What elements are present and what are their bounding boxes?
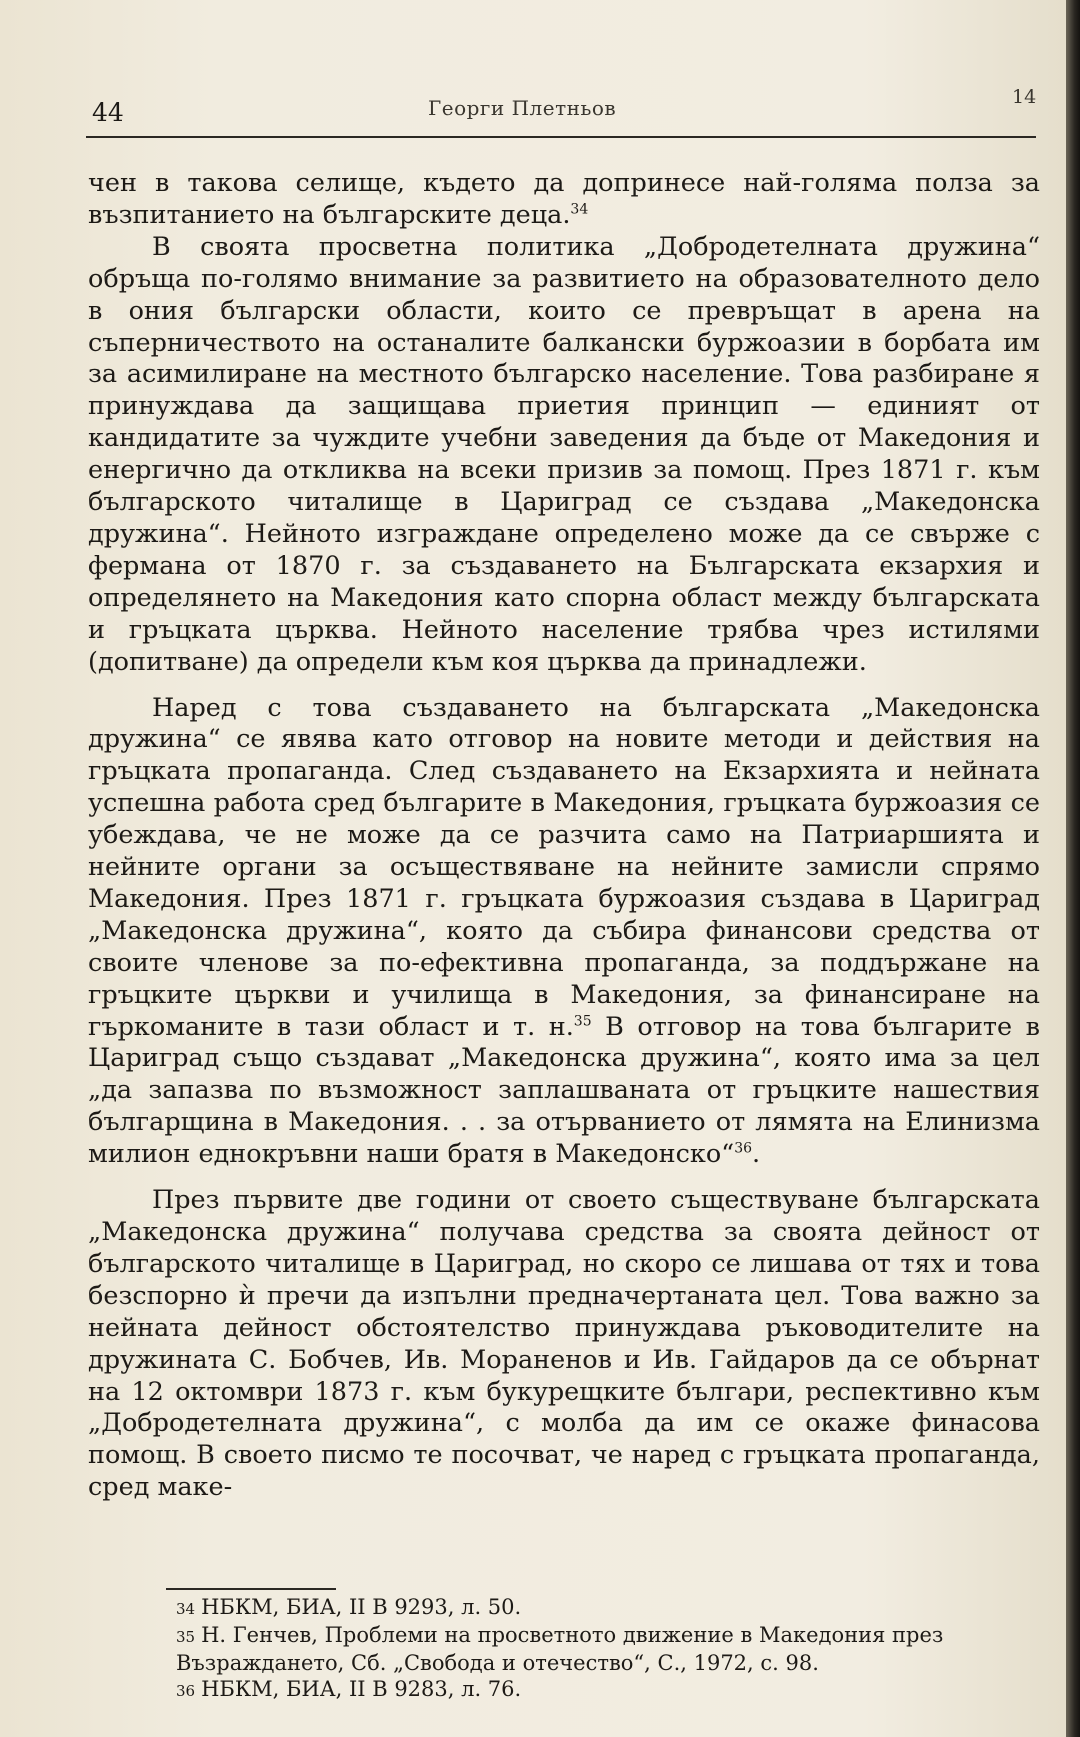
paragraph-3 bbox=[88, 693, 1040, 1172]
footnote-rule bbox=[166, 1588, 336, 1590]
running-head-author: Георги Плетньов bbox=[428, 96, 617, 120]
paragraph-3-text-b: В отговор на това българите в Цариград също създават „Македонска дружина“, която има за цел „да запазва по възможност заплашваната от гръцките нашествия българщина в Македония. . . за отърванието от лямята на Елинизма милион еднокръвни наши братя в Македонско“ bbox=[88, 1011, 1040, 1170]
paragraph-1 bbox=[88, 168, 1040, 232]
paragraph-3-text-a: Наред с това създаването на българската „Македонска дружина“ се явява като отговор на новите методи и действия на гръцката пропаганда. След създаването на Екзархията и нейната успешна работа сред българите в Македония, гръцката буржоазия се убеждава, че не може да се разчита само на Патриаршията и нейните органи за осъществяване на нейните замисли спрямо Македония. През 1871 г. гръцката буржоазия създава в Цариград „Македонска дружина“, която да събира финансови средства от своите членове за по-ефективна пропаганда, за поддържане на гръцките църкви и училища в Македония, за финансиране на гъркоманите в тази област и т. н. bbox=[88, 692, 1040, 1042]
paragraph-4-text: През първите две години от своето съществуване българската „Македонска дружина“ получава средства за своята дейност от българското читалище в Цариград, но скоро се лишава от тях и това безспорно ѝ пречи да изпълни предначертаната цел. Това важно за нейната дейност обстоятелство принуждава ръководителите на дружината С. Бобчев, Ив. Мораненов и Ив. Гайдаров да се обърнат на 12 октомври 1873 г. към букурещките българи, респективно към „Добродетелната дружина“, с молба да им се окаже финасова помощ. В своето писмо те посочват, че наред с гръцката пропаганда, сред маке- bbox=[88, 1185, 1040, 1503]
body-text bbox=[88, 168, 1040, 1504]
page-number: 44 bbox=[92, 98, 124, 127]
footnote-text: НБКМ, БИА, II В 9293, л. 50. bbox=[201, 1595, 522, 1619]
paragraph-2-text: В своята просветна политика „Добродетелната дружина“ обръща по-голямо внимание за развитието на образователното дело в ония български области, които се превръщат в арена на съперничеството на останалите балкански буржоазии в борбата им за асимилиране на местното българско население. Това разбиране я принуждава да защищава приетия принцип — единият от кандидатите за чуждите учебни заведения да бъде от Македония и енергично да откликва на всеки призив за помощ. През 1871 г. към българското читалище в Цариград се създава „Македонска дружина“. Нейното изграждане определено може да се свърже с фермана от 1870 г. за създаването на Българската екзархия и определянето на Македония като спорна област между българската и гръцката църква. Нейното население трябва чрез истилями (допитване) да определи към коя църква да принадлежи. bbox=[88, 231, 1040, 677]
footnote-34 bbox=[112, 1594, 1070, 1622]
footnote-number: 36 bbox=[176, 1682, 196, 1700]
footnote-text: Н. Генчев, Проблеми на просветното движение в Македония през Възраждането, Сб. „Свобода и отечество“, С., 1972, с. 98. bbox=[176, 1623, 944, 1675]
footnote-ref-35: 35 bbox=[573, 1013, 592, 1030]
paragraph-3-text-c: . bbox=[752, 1139, 761, 1170]
footnote-number: 34 bbox=[176, 1600, 196, 1618]
header-rule bbox=[86, 136, 1036, 138]
paragraph-2 bbox=[88, 232, 1040, 679]
page-header bbox=[88, 86, 1038, 136]
footnotes bbox=[112, 1594, 1070, 1704]
footnote-35 bbox=[112, 1622, 1070, 1676]
corner-number: 14 bbox=[1012, 86, 1037, 108]
paragraph-4 bbox=[88, 1185, 1040, 1504]
page-edge-shadow bbox=[1066, 0, 1080, 1737]
footnote-36 bbox=[112, 1676, 1070, 1704]
footnote-number: 35 bbox=[176, 1628, 196, 1646]
paragraph-1-text: чен в такова селище, където да допринесе най-голяма полза за възпитанието на българските деца. bbox=[88, 168, 1040, 230]
footnote-ref-34: 34 bbox=[570, 201, 589, 218]
footnote-ref-36: 36 bbox=[734, 1140, 753, 1157]
footnote-text: НБКМ, БИА, II В 9283, л. 76. bbox=[201, 1677, 522, 1701]
